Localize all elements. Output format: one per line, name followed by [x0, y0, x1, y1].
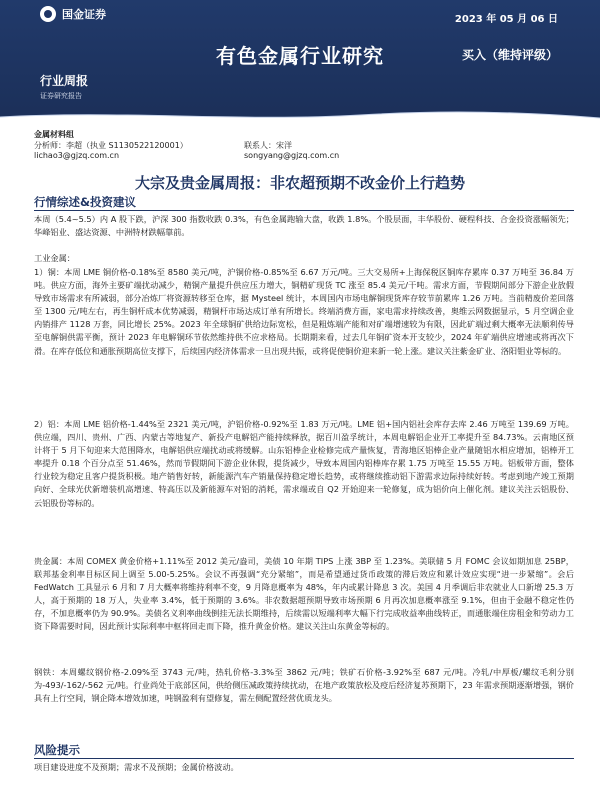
header-wave-decoration	[0, 108, 600, 124]
rating-badge: 买入（维持评级）	[461, 48, 558, 62]
logo-icon	[40, 6, 56, 22]
paragraph-aluminum: 2）铝：本周 LME 铝价格-1.44%至 2321 美元/吨，沪铝价格-0.92%至 1.83 万元/吨。LME 铝+国内铝社会库存去库 2.46 万吨至 139.69 万吨。供应端，四川、贵州、广西、内蒙古等地复产、新投产电解铝产能持续释放，据百川盈孚统计，本周电解铝企业开工率提升至 84.73%。云南地区预计将于 5 月下旬迎来大范围降水，电解铝供应端扰动或将缓解。山东铝棒企业检修完成产量恢复，青海地区铝棒企业产量随铝水相应增加，铝棒开工率提升 0.18 个百分点至 51.46%，然而节假期间下游企业休假，提货减少，导致本周国内铝棒库存累 1.75 万吨至 15.55 万吨。铝板带方面，整体行业较为稳定且客户提货积极。地产销售好转，新能源汽车产销量保持稳定增长趋势，或将继续推动铝下游需求边际持续好转。考虑到地产竣工预期向好、全球光伏新增装机高增速、特高压以及新能源车对铝的消耗，需求端或自 Q2 开始迎来一轮修复，成为铝价向上催化剂。建议关注云铝股份、云铝股份等标的。	[34, 419, 574, 508]
section-divider	[34, 210, 574, 211]
report-type: 行业周报	[40, 74, 89, 88]
report-headline: 大宗及贵金属周报：非农超预期不改金价上行趋势	[134, 174, 465, 192]
report-date: 2023 年 05 月 06 日	[454, 14, 558, 25]
logo-text: 国金证券	[62, 8, 106, 21]
paragraph-risk: 项目建设进度不及预期；需求不及预期；金属价格波动。	[34, 762, 239, 772]
report-title: 有色金属行业研究	[216, 44, 384, 68]
company-logo	[40, 6, 106, 22]
analyst-info	[34, 130, 574, 162]
report-header	[0, 0, 600, 124]
report-subtitle: 证券研究报告	[40, 92, 82, 100]
paragraph-copper: 1）铜：本周 LME 铜价格-0.18%至 8580 美元/吨，沪铜价格-0.85%至 6.67 万元/吨。三大交易所+上海保税区铜库存累库 0.37 万吨至 36.84 万吨。供应方面，海外主要矿端扰动减少，精铜产量提升供应压力增大，铜精矿现货 TC 涨至 85.4 美元/干吨。需求方面，节假期间部分下游企业放假导致市场需求有所减弱，部分冶炼厂将资源转移至仓库，据 Mysteel 统计，本周国内市场电解铜现货库存较节前累库 1.26 万吨。当前精废价差回落至 1300 元/吨左右，再生铜杆成本优势减弱，精铜杆市场达成订单有所增长。终端消费方面，家电需求持续改善，奥维云网数据显示，5 月空调企业内销排产 1128 万套，同比增长 25%。2023 年全球铜矿供给边际宽松，但是粗炼端产能和对矿端增速较为有限，因此矿端过剩大概率无法顺利传导至电解铜供需平衡，预计 2023 年电解铜环节依然维持供不应求格局。长期期来看，过去几年铜矿资本开支较少，2024 年矿端供应增速或将再次下滑。在库存低位和通胀预期高位支撑下，后续国内经济体需求一旦出现共振，或将促使铜价迎来新一轮上涨。建议关注紫金矿业、洛阳钼业等标的。	[34, 267, 574, 356]
analyst-line: 分析师：李超（执业 S1130522120001）	[34, 140, 188, 150]
contact-email[interactable]: songyang@gjzq.com.cn	[244, 151, 340, 160]
team-name: 金属材料组	[34, 130, 74, 139]
paragraph-industrial-label: 工业金属：	[34, 253, 75, 263]
section-title-summary: 行情综述&投资建议	[34, 195, 137, 209]
analyst-email[interactable]: lichao3@gjzq.com.cn	[34, 151, 120, 160]
contact-line: 联系人：宋洋	[244, 140, 292, 150]
paragraph-market: 本周（5.4~5.5）内 A 股下跌，沪深 300 指数收跌 0.3%，有色金属跑输大盘，收跌 1.8%。个股层面，丰华股份、硬程科技、合金投资涨幅领先；华峰铝业、盛达资源、中洲特材跌幅靠前。	[34, 214, 574, 238]
paragraph-steel: 钢铁：本周螺纹钢价格-2.09%至 3743 元/吨，热轧价格-3.3%至 3862 元/吨；铁矿石价格-3.92%至 687 元/吨。冷轧/中厚板/螺纹毛利分别为-493/-162/-562 元/吨。行业尚处于底部区间，供给侧压减政策持续扰动，在地产政策放松及疫后经济复苏预期下，23 年需求预期逐渐增强，钢价具有上行空间，钢企降本增效加速，吨钢盈利有望修复，需左侧配置经营优质龙头。	[34, 667, 574, 704]
section-title-risk: 风险提示	[34, 743, 80, 757]
section-divider	[34, 758, 574, 759]
paragraph-gold: 贵金属：本周 COMEX 黄金价格+1.11%至 2012 美元/盎司，美债 10 年期 TIPS 上涨 3BP 至 1.23%。美联储 5 月 FOMC 会议如期加息 25BP，联邦基金利率目标区间上调至 5.00-5.25%。会议不再强调“充分紧缩”，而是希望通过货币政策的滞后效应和累计效应实现“进一步紧缩”。会后 FedWatch 工具显示 6 月和 7 月大概率将维持利率不变，9 月降息概率为 48%，年内或累计降息 3 次。美国 4 月季调后非农就业人口新增 25.3 万人，高于预期的 18 万人，失业率 3.4%，低于预期的 3.6%。非农数据超预期导致市场预期 6 月再次加息概率涨至 9.1%，但由于金融不稳定性仍存，不加息概率仍为 90.9%。美债名义利率曲线倒挂无法长期维持，后续需以短端利率大幅下行完成收益率曲线转正，而通胀端住房租金和劳动力工资下降需要时间，因此预计实际利率中枢将回走而下降，推升黄金价格。建议关注山东黄金等标的。	[34, 556, 574, 632]
